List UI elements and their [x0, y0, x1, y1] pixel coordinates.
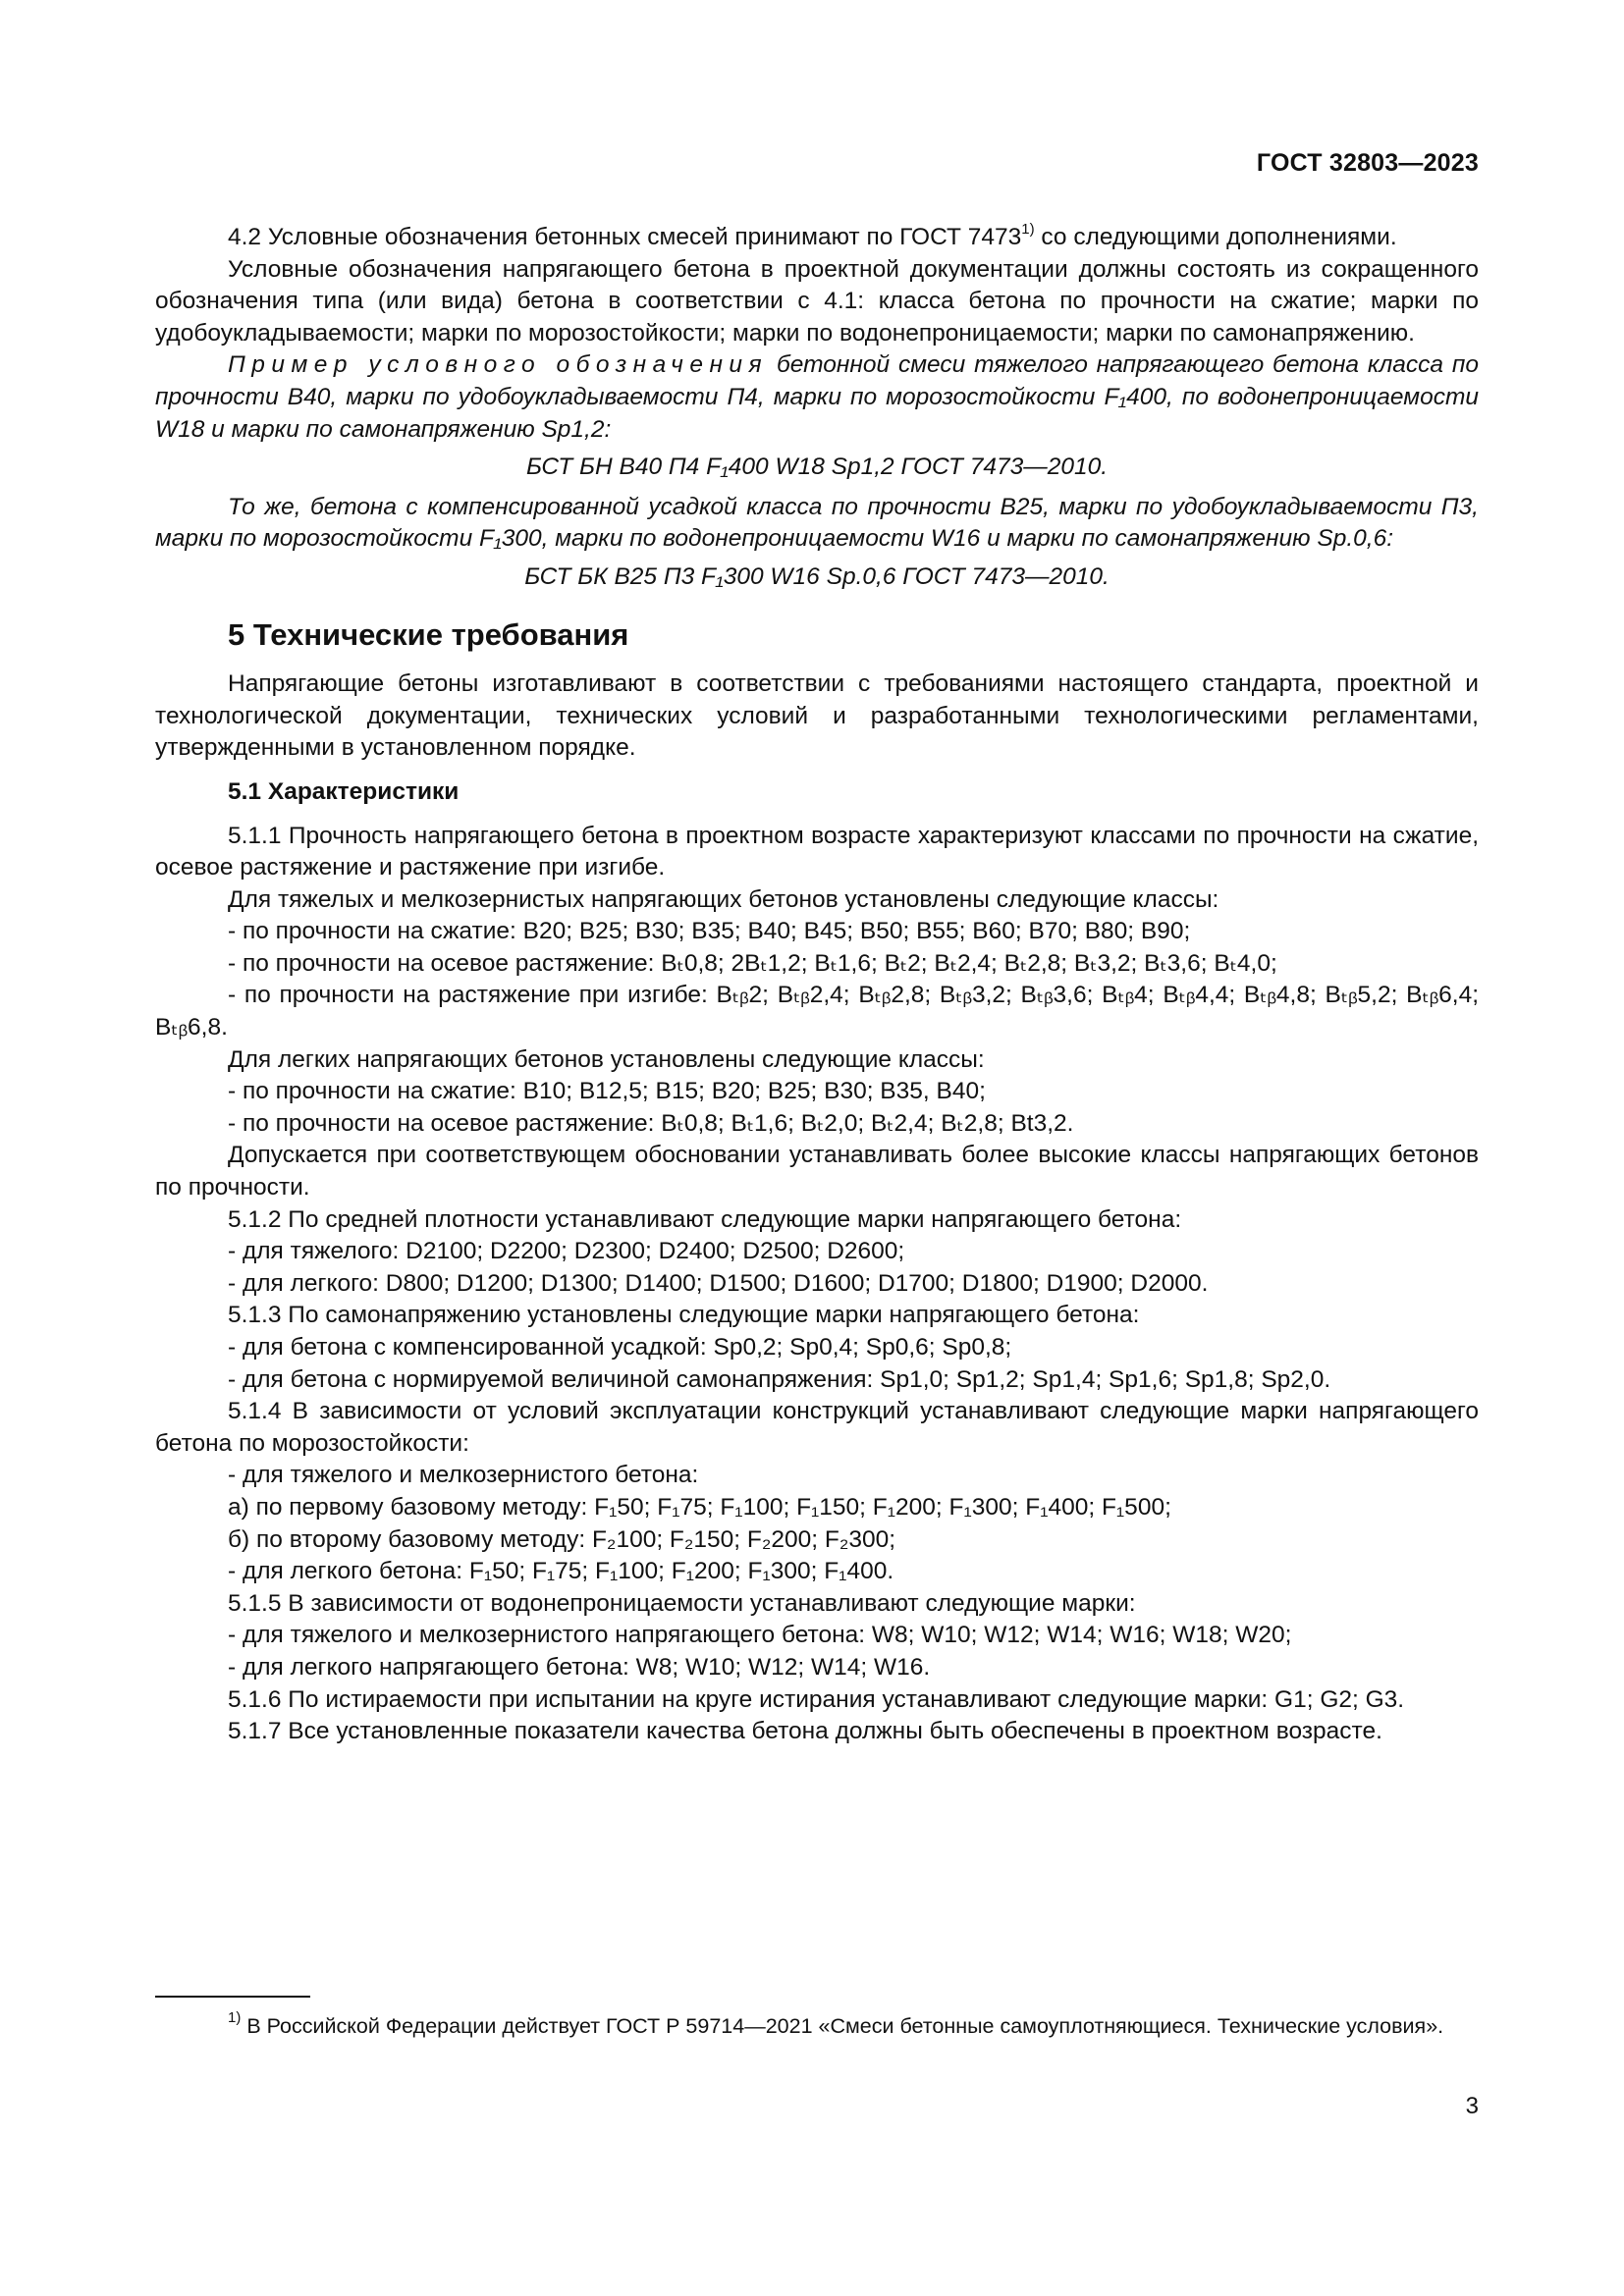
list-item: а) по первому базовому методу: F₁50; F₁75; F₁100; F₁150; F₁200; F₁300; F₁400; F₁500; [228, 1493, 1171, 1521]
list-item: - по прочности на сжатие: В20; В25; В30; В35; В40; В45; В50; В55; В60; В70; В80; В90; [228, 918, 1191, 945]
line-5-1-2: 5.1.2 По средней плотности устанавливают следующие марки напрягающего бетона: [228, 1205, 1182, 1233]
footnote-mark: 1) [228, 2009, 242, 2026]
footnote [155, 2009, 1479, 2041]
list-item: - для бетона с нормируемой величиной самонапряжения: Sp1,0; Sp1,2; Sp1,4; Sp1,6; Sp1,8; Sp2,0. [228, 1365, 1331, 1393]
list-item: б) по второму базовому методу: F₂100; F₂150; F₂200; F₂300; [228, 1525, 896, 1553]
example-2: То же, бетона с компенсированной усадкой класса по прочности В25, марки по удобоукладываемости П3, марки по морозостойкости F₁300, марки по водонепроницаемости W16 и марки по самонапряжению Sp.0,6: [155, 493, 1479, 553]
page-body [155, 222, 1479, 1748]
line-5-1-6: 5.1.6 По истираемости при испытании на круге истирания устанавливают следующие марки: G1; G2; G3. [228, 1685, 1405, 1713]
list-heading: Для легких напрягающих бетонов установлены следующие классы: [228, 1045, 985, 1073]
list-item: - для тяжелого и мелкозернистого напрягающего бетона: W8; W10; W12; W14; W16; W18; W20; [228, 1622, 1292, 1649]
example-label: Пример условного обозначения [228, 351, 769, 379]
formula-1: БСТ БН В40 П4 F₁400 W18 Sp1,2 ГОСТ 7473—2010. [525, 454, 1109, 481]
line-5-1-4: 5.1.4 В зависимости от условий эксплуатации конструкций устанавливают следующие марки напрягающего бетона по морозостойкости: [155, 1398, 1479, 1457]
list-item: - для легкого бетона: F₁50; F₁75; F₁100; F₁200; F₁300; F₁400. [228, 1558, 894, 1585]
list-heading: Для тяжелых и мелкозернистых напрягающих бетонов установлены следующие классы: [228, 885, 1219, 913]
footnote-ref: 1) [1021, 221, 1035, 238]
line-5-1-3: 5.1.3 По самонапряжению установлены следующие марки напрягающего бетона: [228, 1302, 1140, 1329]
line-5-1-7: 5.1.7 Все установленные показатели качества бетона должны быть обеспечены в проектном возрасте. [228, 1718, 1382, 1745]
list-item: - для тяжелого: D2100; D2200; D2300; D2400; D2500; D2600; [228, 1238, 905, 1265]
formula-2: БСТ БК В25 П3 F₁300 W16 Sp.0,6 ГОСТ 7473—2010. [524, 562, 1110, 590]
list-item: - по прочности на сжатие: В10; В12,5; В15; В20; В25; В30; В35, В40; [228, 1078, 986, 1105]
list-item: - для легкого: D800; D1200; D1300; D1400; D1500; D1600; D1700; D1800; D1900; D2000. [228, 1269, 1209, 1297]
list-item: - по прочности на осевое растяжение: Bₜ0,8; Bₜ1,6; Bₜ2,0; Bₜ2,4; Bₜ2,8; Bt3,2. [228, 1109, 1074, 1137]
clause-4-2: 4.2 Условные обозначения бетонных смесей принимают по ГОСТ 7473$^{1)}$ со следующими дополнениями. [228, 221, 1397, 250]
page-number: 3 [1465, 2093, 1479, 2119]
line-5-1-5: 5.1.5 В зависимости от водонепроницаемости устанавливают следующие марки: [228, 1589, 1136, 1617]
footnote-text: В Российской Федерации действует ГОСТ Р 59714—2021 «Смеси бетонные самоуплотняющиеся. Технические условия». [241, 2014, 1444, 2038]
designation-paragraph: Условные обозначения напрягающего бетона в проектной документации должны состоять из сокращенного обозначения типа (или вида) бетона в соответствии с 4.1: класса бетона по прочности на сжатие; марки по удобоукладываемости; марки по морозостойкости; марки по водонепроницаемости; марки по самонапряжению. [155, 255, 1479, 347]
paragraph: Допускается при соответствующем обосновании устанавливать более высокие классы напрягающих бетонов по прочности. [155, 1142, 1479, 1201]
subsection-5-1-title: 5.1 Характеристики [228, 777, 460, 805]
list-item: - для бетона с компенсированной усадкой: Sp0,2; Sp0,4; Sp0,6; Sp0,8; [228, 1334, 1012, 1361]
line-5-1-1: 5.1.1 Прочность напрягающего бетона в проектном возрасте характеризуют классами по прочности на сжатие, осевое растяжение и растяжение при изгибе. [155, 822, 1479, 881]
section-5-intro: Напрягающие бетоны изготавливают в соответствии с требованиями настоящего стандарта, проектной и технологической документации, технических условий и разработанными технологическими регламентами, утвержденными в установленном порядке. [155, 670, 1479, 762]
example-1: Пример условного обозначения бетонной смеси тяжелого напрягающего бетона класса по прочности В40, марки по удобоукладываемости П4, марки по морозостойкости F₁400, по водонепроницаемости W18 и марки по самонапряжению Sp1,2: [155, 351, 1479, 443]
standard-code: ГОСТ 32803—2023 [1256, 149, 1479, 177]
list-item: - для легкого напрягающего бетона: W8; W10; W12; W14; W16. [228, 1653, 931, 1681]
footnote-divider [155, 1996, 310, 1998]
list-item: - для тяжелого и мелкозернистого бетона: [228, 1462, 699, 1489]
list-item: - по прочности на осевое растяжение: Bₜ0,8; 2Bₜ1,2; Bₜ1,6; Bₜ2; Bₜ2,4; Bₜ2,8; Bₜ3,2; Bₜ3,6; Bₜ4,0; [228, 949, 1277, 977]
section-5-title: 5 Технические требования [228, 616, 629, 652]
list-item: - по прочности на растяжение при изгибе: Bₜᵦ2; Bₜᵦ2,4; Bₜᵦ2,8; Bₜᵦ3,2; Bₜᵦ3,6; Bₜᵦ4; Bₜᵦ4,4; Bₜᵦ4,8; Bₜᵦ5,2; Bₜᵦ6,4; Bₜᵦ6,8. [155, 982, 1479, 1041]
